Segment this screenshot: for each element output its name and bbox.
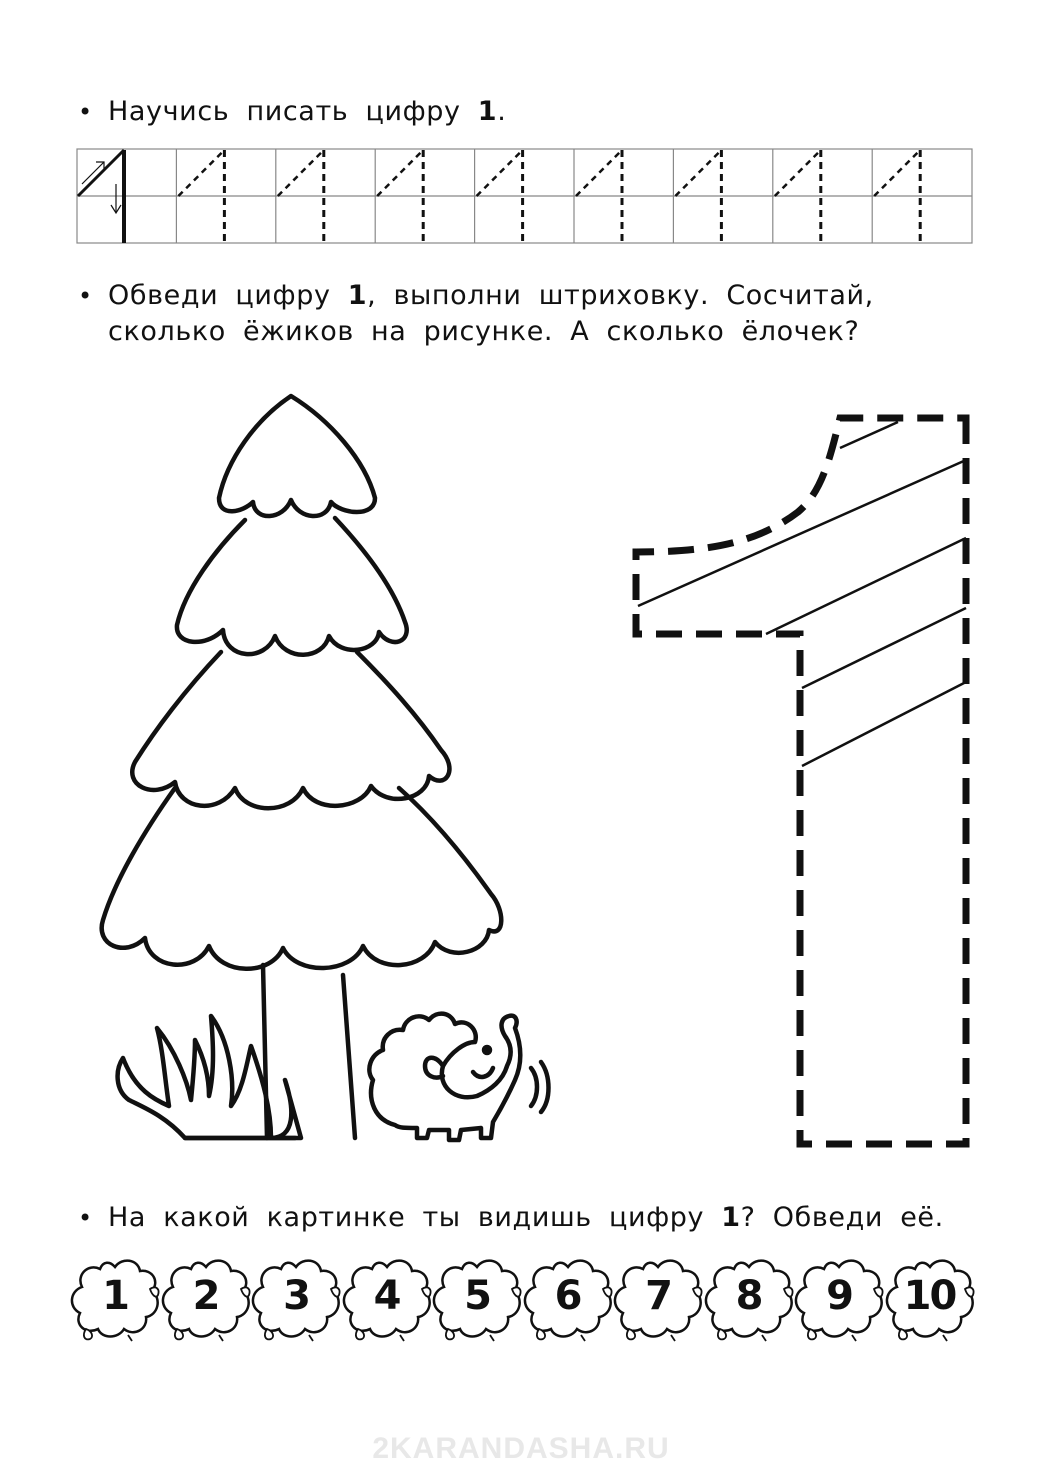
- flower-number: 5: [464, 1273, 490, 1319]
- task3-instruction: [78, 1200, 944, 1236]
- number-flower-5[interactable]: [432, 1255, 522, 1345]
- traced-digit-one-diagonal: [675, 150, 721, 196]
- task1-digit: 1: [477, 96, 498, 127]
- bullet: •: [78, 282, 93, 310]
- task2-line2: сколько ёжиков на рисунке. А сколько ёлочек?: [108, 316, 860, 347]
- traced-digit-one-diagonal: [775, 150, 821, 196]
- task2-line1-before: Обведи цифру: [108, 280, 348, 311]
- number-flowers-row: [70, 1255, 980, 1345]
- flower-number: 3: [283, 1273, 309, 1319]
- traced-digit-one-diagonal: [278, 150, 324, 196]
- number-flower-6[interactable]: [523, 1255, 613, 1345]
- task2-digit: 1: [347, 280, 368, 311]
- number-flower-7[interactable]: [613, 1255, 703, 1345]
- task3-text-after: ? Обведи её.: [740, 1202, 944, 1233]
- task1-text-before: Научись писать цифру: [108, 96, 478, 127]
- flower-number: 6: [554, 1273, 581, 1319]
- task3-text-before: На какой картинке ты видишь цифру: [108, 1202, 722, 1233]
- task1-instruction: [78, 94, 506, 130]
- tracing-grid: [76, 148, 974, 246]
- traced-digit-one-diagonal: [377, 150, 423, 196]
- task3-digit: 1: [721, 1202, 741, 1233]
- flower-number: 9: [826, 1273, 852, 1319]
- tree-tier-3: [132, 652, 449, 808]
- watermark: 2KARANDASHA.RU: [372, 1432, 670, 1465]
- number-flower-2[interactable]: [161, 1255, 251, 1345]
- flower-number: 8: [735, 1273, 762, 1319]
- flower-number: 2: [192, 1273, 219, 1319]
- task1-text-after: .: [497, 96, 507, 127]
- tree-tier-4: [102, 788, 502, 969]
- number-flower-8[interactable]: [704, 1255, 794, 1345]
- bullet: •: [78, 98, 93, 126]
- tree-with-hedgehog-illustration: [95, 390, 565, 1160]
- number-flower-10[interactable]: [885, 1255, 975, 1345]
- number-flower-9[interactable]: [794, 1255, 884, 1345]
- task2-instruction: [78, 278, 874, 350]
- traced-digit-one-diagonal: [874, 150, 920, 196]
- tree-tier-top: [219, 396, 375, 516]
- grass-tuft: [118, 1016, 301, 1138]
- dashed-one-outline: [636, 418, 966, 1144]
- tree-trunk: [263, 965, 355, 1138]
- dashed-digit-one-outline: [626, 408, 978, 1152]
- flower-number: 4: [373, 1273, 400, 1319]
- traced-digit-one-diagonal: [477, 150, 523, 196]
- flower-number: 7: [645, 1273, 671, 1319]
- flower-number: 1: [102, 1273, 128, 1319]
- tree-tier-2: [177, 518, 407, 655]
- bullet: •: [78, 1204, 93, 1232]
- hedgehog-icon: [369, 1014, 548, 1140]
- traced-digit-one-diagonal: [576, 150, 622, 196]
- flower-number: 10: [903, 1273, 956, 1319]
- number-flower-1[interactable]: [70, 1255, 160, 1345]
- traced-digit-one-diagonal: [178, 150, 224, 196]
- task2-line1-after: , выполни штриховку. Сосчитай,: [367, 280, 874, 311]
- number-flower-3[interactable]: [251, 1255, 341, 1345]
- number-flower-4[interactable]: [342, 1255, 432, 1345]
